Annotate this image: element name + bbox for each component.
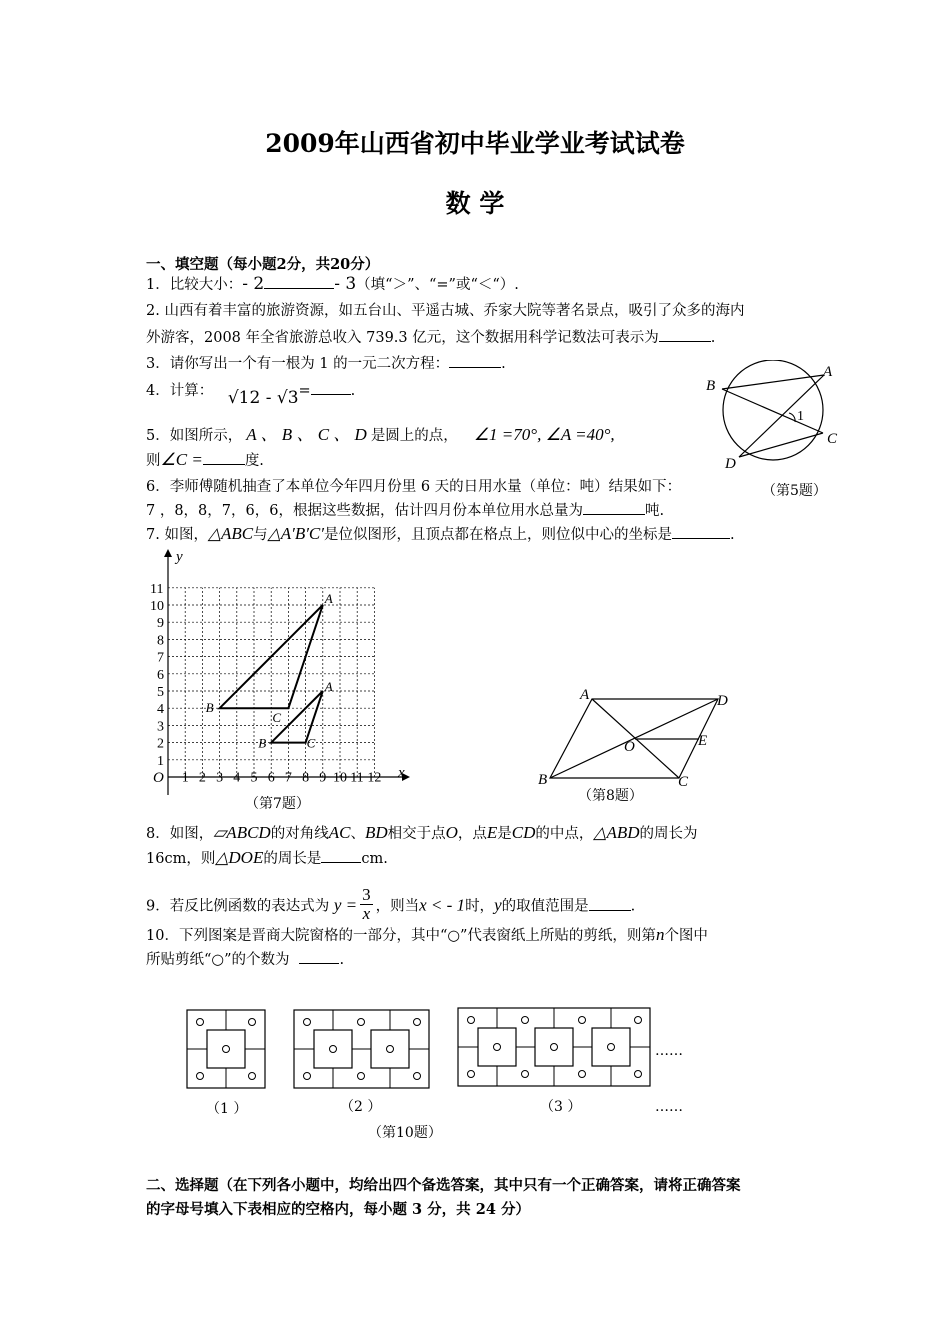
q5-line1a: 5．如图所示， <box>146 428 243 444</box>
fig8-label-a: A <box>580 687 590 703</box>
q8-blank <box>321 848 361 863</box>
q8-parallelogram: ▱ABCD <box>213 823 271 842</box>
chord-bc <box>722 389 823 433</box>
y-tick-label: 9 <box>157 616 164 632</box>
q7-triangle1: △ABC <box>207 524 254 543</box>
q9-fraction <box>360 886 373 923</box>
section2-line2: 的字母号填入下表相应的空格内，每小题 3 分，共 24 分） <box>146 1201 530 1218</box>
q8-line2a: 16cm，则 <box>146 851 216 867</box>
x-axis-label: x <box>398 765 405 781</box>
y-tick-label: 2 <box>157 736 164 752</box>
q9-prefix: 9．若反比例函数的表达式为 <box>146 898 330 915</box>
question-6-line1: 6．李师傅随机抽查了本单位今年四月份里 6 天的日用水量（单位：吨）结果如下： <box>146 479 682 495</box>
x-tick-label: 10 <box>333 770 347 786</box>
q5-line2a: 则 <box>146 453 161 469</box>
q7-mid: 与 <box>253 527 268 543</box>
fig7-label-a2: A <box>324 679 333 694</box>
fig7-label-b1: B <box>205 700 214 716</box>
section1-heading: 一、填空题（每小题2分，共20分） <box>146 256 380 273</box>
x-tick-label: 5 <box>250 770 258 786</box>
fig7-label-b2: B <box>258 735 267 751</box>
x-tick-label: 7 <box>284 770 292 786</box>
q3-blank <box>449 353 501 368</box>
figure-7-grid <box>140 545 430 795</box>
q8-text-g: 的周长为 <box>639 826 698 842</box>
q8-line2b: 的周长是 <box>263 851 322 867</box>
y-axis-arrow <box>164 549 172 557</box>
question-9 <box>146 885 636 925</box>
q9-end: . <box>630 898 636 915</box>
q6-blank <box>583 500 645 515</box>
x-tick-label: 9 <box>319 770 327 786</box>
q9-mid2: 时， <box>465 898 495 915</box>
q1-right: - 3 <box>334 274 357 294</box>
q10-line1b: 个图中 <box>664 928 708 944</box>
x-tick-label: 8 <box>302 770 310 786</box>
q8-text-a: 的对角线 <box>270 826 329 842</box>
q5-condition: ∠1 =70°, ∠A =40°, <box>473 425 615 444</box>
q7-blank <box>672 524 730 539</box>
x-tick-label: 2 <box>198 770 206 786</box>
q8-ac: AC <box>328 823 351 842</box>
y-tick-label: 4 <box>157 702 164 718</box>
q8-text-d: 是 <box>497 826 512 842</box>
fig5-caption: （第5题） <box>762 483 827 499</box>
q1-suffix: （填“＞”、“=”或“＜“）. <box>356 277 519 293</box>
q9-mid: ，则当 <box>375 898 420 915</box>
question-7 <box>146 524 735 545</box>
question-2-line2 <box>146 327 715 348</box>
y-tick-label: 10 <box>150 599 164 614</box>
q3-text: 3．请你写出一个有一根为 1 的一元二次方程： <box>146 356 450 372</box>
q5-line1b: 是圆上的点， <box>370 428 458 444</box>
fig10-label-1: （1 ） <box>206 1101 248 1117</box>
question-1 <box>146 274 519 295</box>
question-5-line1 <box>146 425 615 446</box>
q8-o: O <box>445 823 458 842</box>
q5-points: A 、 B 、 C 、 D <box>246 425 367 444</box>
fig8-label-b: B <box>538 772 548 788</box>
question-6-line2 <box>146 500 664 521</box>
q8-text-f: 的中点， <box>535 826 594 842</box>
y-tick-label: 6 <box>157 667 164 683</box>
fig10-dots-2: …… <box>655 1099 683 1115</box>
q8-doe: △DOE <box>215 848 264 867</box>
x-tick-label: 12 <box>367 770 382 786</box>
origin-label: O <box>153 770 164 786</box>
fig10-caption: （第10题） <box>368 1125 442 1141</box>
q8-bd: BD <box>364 823 388 842</box>
q5-line2b: 度. <box>244 453 264 469</box>
fig5-label-d: D <box>725 456 736 472</box>
fig8-label-d: D <box>717 693 728 709</box>
q9-numerator: 3 <box>362 885 371 904</box>
section2-line1: 二、选择题（在下列各小题中，均给出四个备选答案，其中只有一个正确答案，请将正确答案 <box>146 1177 741 1194</box>
q8-abd: △ABD <box>593 823 640 842</box>
grid-lines <box>168 588 374 777</box>
q10-line1a: 10．下列图案是晋商大院窗格的一部分，其中“○”代表窗纸上所贴的剪纸，则第 <box>146 928 656 944</box>
q8-e: E <box>486 823 498 842</box>
figure-8-parallelogram <box>530 680 750 790</box>
fig7-label-a1: A <box>324 591 333 606</box>
q2-end: . <box>710 330 716 346</box>
q10-blank <box>299 949 339 964</box>
q10-line2: 所贴剪纸“○”的个数为 <box>146 952 290 968</box>
fig10-dots-1: …… <box>655 1043 683 1059</box>
fig10-label-2: （2 ） <box>340 1099 382 1115</box>
y-tick-label: 3 <box>157 719 164 735</box>
x-tick-label: 4 <box>233 770 241 786</box>
q9-denominator: x <box>362 904 371 923</box>
fig5-label-a: A <box>823 364 833 380</box>
q9-y-eq: y = <box>333 895 358 915</box>
question-10-line2 <box>146 949 344 970</box>
q5-angle-c: ∠C = <box>160 450 203 469</box>
q7-end: . <box>729 527 735 543</box>
q10-end: . <box>339 952 345 968</box>
x-tick-label: 11 <box>350 770 364 786</box>
q4-blank <box>311 380 351 395</box>
question-4 <box>146 380 356 408</box>
subject-title: 数 学 <box>445 189 505 218</box>
q4-eq: = <box>298 383 311 399</box>
fig8-label-e: E <box>698 733 708 749</box>
q9-blank <box>589 896 631 911</box>
q4-expression: √12 - √3 <box>227 388 299 408</box>
question-8-line2 <box>146 848 388 869</box>
y-tick-label: 7 <box>157 650 164 666</box>
pattern-2 <box>294 1010 429 1088</box>
fig7-label-c2: C <box>306 735 316 751</box>
fig5-label-b: B <box>706 378 716 394</box>
q10-n: n <box>655 925 665 944</box>
question-3 <box>146 353 506 374</box>
fig5-label-c: C <box>827 431 838 447</box>
y-tick-label: 11 <box>150 581 164 597</box>
question-8-line1 <box>146 823 698 844</box>
fig7-label-c1: C <box>272 710 282 726</box>
q6-line2: 7 ，8，8，7，6，6，根据这些数据，估计四月份本单位用水总量为 <box>146 503 583 519</box>
q2-blank <box>659 327 711 342</box>
circle <box>723 360 823 460</box>
fig8-caption: （第8题） <box>578 788 643 804</box>
fig7-caption: （第7题） <box>245 796 310 812</box>
exam-title: 2009年山西省初中毕业学业考试试卷 <box>265 129 685 158</box>
q9-condition: x < - 1 <box>419 895 466 915</box>
q8-cd: CD <box>511 823 536 842</box>
y-tick-label: 8 <box>157 633 164 649</box>
fig10-label-3: （3 ） <box>540 1099 582 1115</box>
question-5-line2 <box>146 450 264 471</box>
pattern-3 <box>458 1008 650 1086</box>
fig8-label-o: O <box>624 739 635 755</box>
q4-end: . <box>350 383 356 399</box>
q8-text-b: 相交于点 <box>387 826 446 842</box>
y-tick-label: 1 <box>157 753 164 769</box>
q9-y: y <box>494 895 502 915</box>
fig5-label-1: 1 <box>797 409 804 424</box>
question-2-line1: 2. 山西有着丰富的旅游资源，如五台山、平遥古城、乔家大院等著名景点，吸引了众多的海内 <box>146 303 745 319</box>
question-10-line1 <box>146 925 708 946</box>
q1-blank <box>264 274 334 289</box>
x-tick-label: 6 <box>267 770 275 786</box>
q7-prefix: 7. 如图， <box>146 527 208 543</box>
q8-prefix: 8．如图， <box>146 826 214 842</box>
y-tick-label: 5 <box>157 685 164 700</box>
q6-end: 吨. <box>644 503 665 519</box>
q9-suffix: 的取值范围是 <box>501 898 589 915</box>
y-axis-label: y <box>176 549 183 565</box>
q7-suffix: 是位似图形，且顶点都在格点上，则位似中心的坐标是 <box>323 527 672 543</box>
chord-ba <box>722 375 824 389</box>
figure-5-circle <box>700 360 850 500</box>
q8-sep: 、 <box>350 826 365 842</box>
q8-end: cm. <box>361 851 388 867</box>
q3-end: . <box>501 356 506 372</box>
q8-text-c: ，点 <box>457 826 487 842</box>
x-tick-label: 3 <box>216 770 224 786</box>
q5-blank <box>203 450 245 465</box>
x-tick-label: 1 <box>181 770 189 786</box>
q1-left: - 2 <box>242 274 265 294</box>
q1-prefix: 1．比较大小： <box>146 277 243 293</box>
pattern-1 <box>187 1010 265 1088</box>
q2-line2: 外游客，2008 年全省旅游总收入 739.3 亿元，这个数据用科学记数法可表示为 <box>146 330 659 346</box>
q7-triangle2: △A′B′C′ <box>267 524 324 543</box>
fig8-label-c: C <box>678 774 689 790</box>
q4-prefix: 4．计算： <box>146 383 214 399</box>
